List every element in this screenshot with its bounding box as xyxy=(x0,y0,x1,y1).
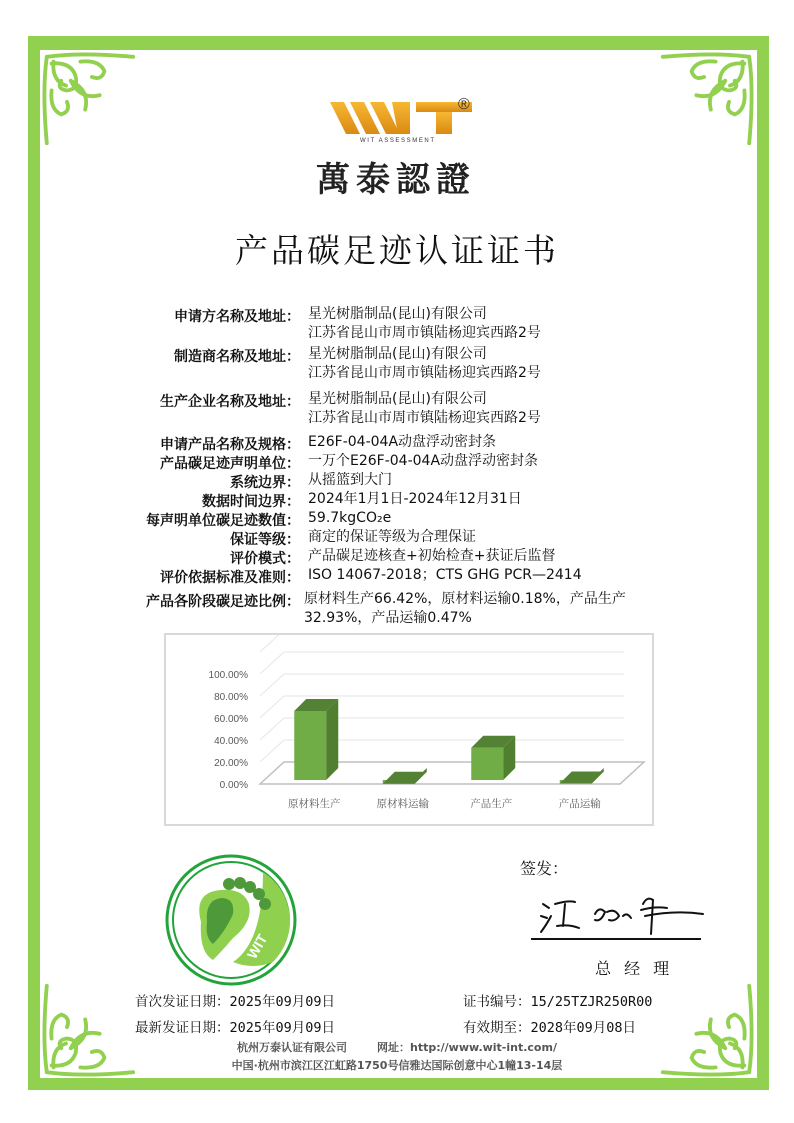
field-label: 产品各阶段碳足迹比例： xyxy=(146,594,300,610)
svg-text:20.00%: 20.00% xyxy=(214,758,248,769)
latest-issue-label: 最新发证日期： xyxy=(135,1020,230,1036)
stage-ratio-chart xyxy=(164,633,654,826)
latest-issue-date xyxy=(135,1016,335,1036)
field-value-line: 江苏省昆山市周市镇陆杨迎宾西路2号 xyxy=(308,325,541,341)
field-label: 保证等级： xyxy=(230,532,300,548)
field-label: 评价模式： xyxy=(230,551,300,567)
signature-line xyxy=(531,938,701,940)
field-value xyxy=(308,490,522,509)
field-value-line: 2024年1月1日-2024年12月31日 xyxy=(308,491,522,507)
field-label: 制造商名称及地址： xyxy=(174,349,300,365)
footer-company: 杭州万泰认证有限公司 xyxy=(237,1041,347,1054)
field-value xyxy=(308,390,541,428)
field-value-line: 江苏省昆山市周市镇陆杨迎宾西路2号 xyxy=(308,410,541,426)
field-value xyxy=(308,452,538,471)
footer-company-line xyxy=(0,1039,794,1055)
flourish-corner-icon xyxy=(658,52,754,148)
field-value xyxy=(308,509,391,528)
svg-text:原材料运输: 原材料运输 xyxy=(376,798,429,810)
svg-text:产品生产: 产品生产 xyxy=(470,798,513,810)
field-value xyxy=(308,433,496,452)
field-label: 每声明单位碳足迹数值： xyxy=(146,513,300,529)
valid-until-value: 2028年09月08日 xyxy=(530,1020,637,1036)
field-value-line: 从摇篮到大门 xyxy=(308,472,392,488)
first-issue-value: 2025年09月09日 xyxy=(229,994,336,1010)
field-value-line: 星光树脂制品(昆山)有限公司 xyxy=(308,391,487,407)
svg-text:60.00%: 60.00% xyxy=(214,714,248,725)
certificate-title: 产品碳足迹认证证书 xyxy=(235,231,559,270)
svg-text:0.00%: 0.00% xyxy=(219,780,248,791)
first-issue-label: 首次发证日期： xyxy=(135,994,230,1010)
field-value xyxy=(304,590,626,628)
latest-issue-value: 2025年09月09日 xyxy=(229,1020,336,1036)
valid-until-label: 有效期至： xyxy=(463,1020,531,1036)
bar-chart xyxy=(166,635,652,824)
svg-text:原材料生产: 原材料生产 xyxy=(288,798,341,810)
sign-label: 签发： xyxy=(520,859,569,878)
svg-text:80.00%: 80.00% xyxy=(214,692,248,703)
field-value-line: 商定的保证等级为合理保证 xyxy=(308,529,476,545)
svg-text:WIT: WIT xyxy=(243,931,271,962)
svg-text:100.00%: 100.00% xyxy=(208,670,248,681)
cert-no-label: 证书编号： xyxy=(463,994,531,1010)
footer-website-link[interactable]: http://www.wit-int.com/ xyxy=(410,1041,557,1054)
field-value-line: 59.7kgCO₂e xyxy=(308,510,392,526)
registered-mark: ® xyxy=(458,96,470,113)
field-value xyxy=(308,566,582,585)
footer-address: 中国·杭州市滨江区江虹路1750号信雅达国际创意中心1幢13-14层 xyxy=(231,1059,563,1072)
field-value-line: 32.93%，产品运输0.47% xyxy=(304,610,472,626)
field-value xyxy=(308,305,541,343)
logo-subtitle: WIT ASSESSMENT xyxy=(360,138,436,144)
valid-until xyxy=(463,1016,636,1036)
field-label: 系统边界： xyxy=(230,475,300,491)
svg-text:产品运输: 产品运输 xyxy=(558,798,601,810)
field-label: 数据时间边界： xyxy=(202,494,300,510)
signer-title: 总 经 理 xyxy=(595,959,674,978)
flourish-corner-icon xyxy=(42,52,138,148)
field-value xyxy=(308,547,555,566)
first-issue-date xyxy=(135,990,335,1010)
field-value-line: 产品碳足迹核查+初始检查+获证后监督 xyxy=(308,548,556,564)
cert-no-value: 15/25TZJR250R00 xyxy=(530,994,653,1010)
footer-website-label: 网址： xyxy=(377,1041,410,1054)
field-value-line: 星光树脂制品(昆山)有限公司 xyxy=(308,306,487,322)
svg-text:40.00%: 40.00% xyxy=(214,736,248,747)
field-value-line: 一万个E26F-04-04A动盘浮动密封条 xyxy=(308,453,539,469)
field-label: 生产企业名称及地址： xyxy=(160,394,300,410)
field-label: 申请方名称及地址： xyxy=(174,309,300,325)
field-value-line: 江苏省昆山市周市镇陆杨迎宾西路2号 xyxy=(308,365,541,381)
field-label: 申请产品名称及规格： xyxy=(160,437,300,453)
brand-name: 萬泰認證 xyxy=(316,160,476,200)
field-value-line: 原材料生产66.42%，原材料运输0.18%，产品生产 xyxy=(304,591,626,607)
certificate-number xyxy=(463,990,652,1010)
carbon-footprint-seal-icon xyxy=(163,852,299,988)
field-value xyxy=(308,345,541,383)
field-value xyxy=(308,471,392,490)
field-label: 产品碳足迹声明单位： xyxy=(160,456,300,472)
signature-icon xyxy=(535,886,705,936)
field-value-line: 星光树脂制品(昆山)有限公司 xyxy=(308,346,487,362)
field-label: 评价依据标准及准则： xyxy=(160,570,300,586)
field-value xyxy=(308,528,476,547)
field-value-line: E26F-04-04A动盘浮动密封条 xyxy=(308,434,497,450)
field-value-line: ISO 14067-2018；CTS GHG PCR—2414 xyxy=(308,567,582,583)
